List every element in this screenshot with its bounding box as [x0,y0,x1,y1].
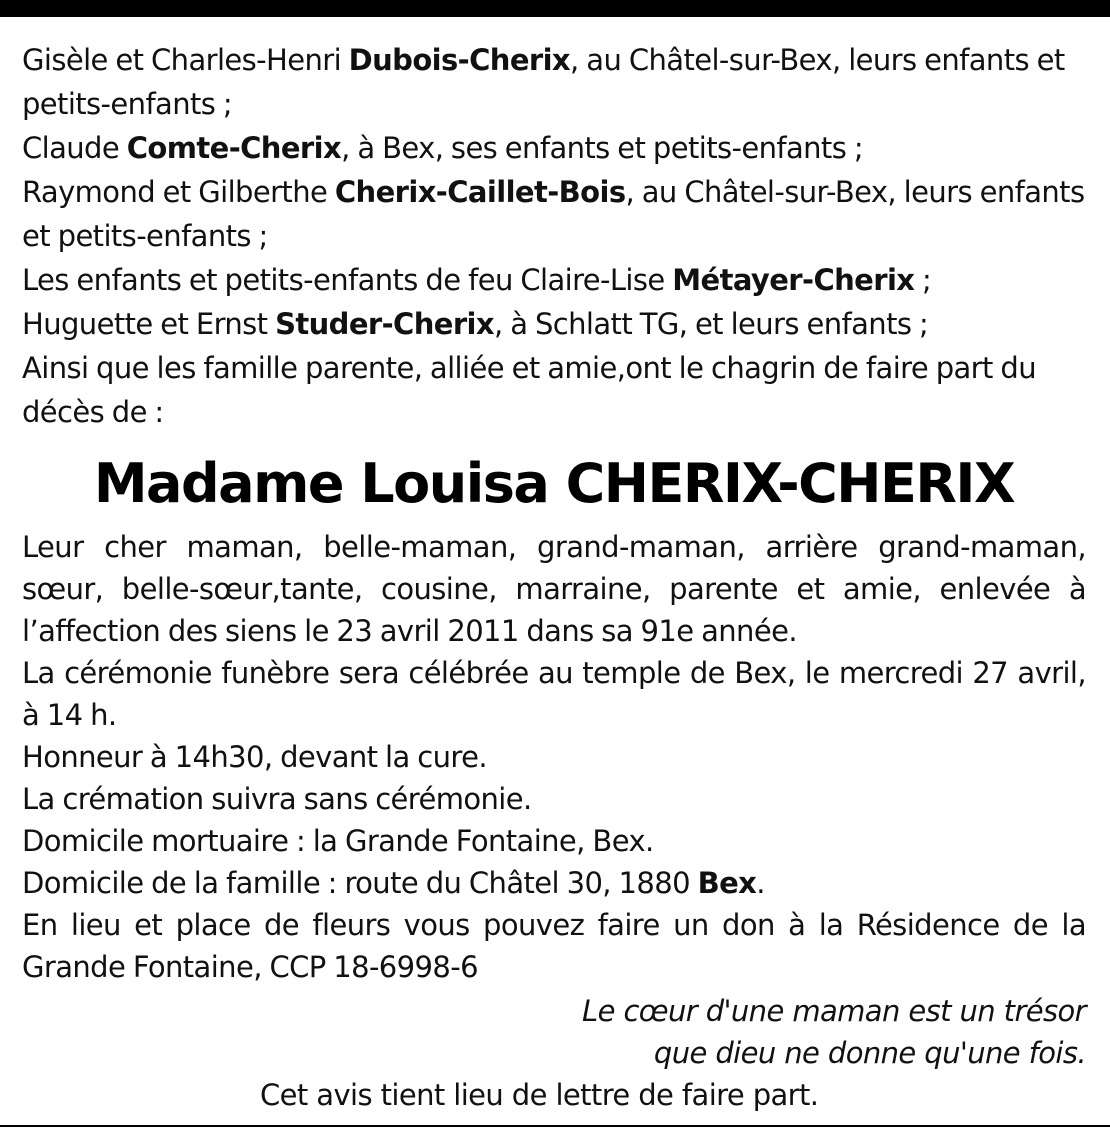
family-address: Domicile de la famille : route du Châtel 30, 1880 Bex. [22,866,765,900]
tribute-text: Leur cher maman, belle-maman, grand-maman, arrière grand-maman, sœur, belle-sœur,tante, cousine, marraine, parente et amie, enlevée à l’affection des siens le 23 avril 2011 dans sa 91e année. [22,530,1086,648]
announcement-text: Ainsi que les famille parente, alliée et amie,ont le chagrin de faire part du décès de : [22,351,1036,429]
family-entry: Gisèle et Charles-Henri Dubois-Cherix, au Châtel-sur-Bex, leurs enfants et petits-enfants ; [22,43,1065,121]
top-rule [0,0,1110,17]
family-entry: Claude Comte-Cherix, à Bex, ses enfants et petits-enfants ; [22,131,863,165]
family-entry: Les enfants et petits-enfants de feu Claire-Lise Métayer-Cherix ; [22,263,932,297]
family-entry: Raymond et Gilberthe Cherix-Caillet-Bois, au Châtel-sur-Bex, leurs enfants et petits-enfants ; [22,175,1085,253]
ceremony-text: La cérémonie funèbre sera célébrée au temple de Bex, le mercredi 27 avril, à 14 h. [22,656,1086,732]
quote-line-2: que dieu ne donne qu'une fois. [653,1036,1086,1070]
notice-details [22,526,1086,988]
closing-note: Cet avis tient lieu de lettre de faire part. [260,1078,819,1112]
family-address-town: Bex [697,866,757,900]
mortuary-address: Domicile mortuaire : la Grande Fontaine, Bex. [22,824,654,858]
family-list [22,38,1086,434]
quote-line-1: Le cœur d'une maman est un trésor [582,994,1086,1028]
obituary-notice [22,38,1086,1116]
family-name: Dubois-Cherix [348,43,571,77]
cremation-text: La crémation suivra sans cérémonie. [22,782,532,816]
family-name: Métayer-Cherix [672,263,915,297]
donation-text: En lieu et place de fleurs vous pouvez faire un don à la Résidence de la Grande Fontaine, CCP 18-6998-6 [22,908,1086,984]
bottom-rule [0,1125,1110,1127]
family-entry: Huguette et Ernst Studer-Cherix, à Schlatt TG, et leurs enfants ; [22,307,929,341]
family-name: Comte-Cherix [126,131,342,165]
family-name: Studer-Cherix [275,307,494,341]
family-name: Cherix-Caillet-Bois [334,175,626,209]
memorial-quote [22,990,1086,1074]
deceased-name: Madame Louisa CHERIX-CHERIX [93,452,1015,515]
honneur-text: Honneur à 14h30, devant la cure. [22,740,487,774]
